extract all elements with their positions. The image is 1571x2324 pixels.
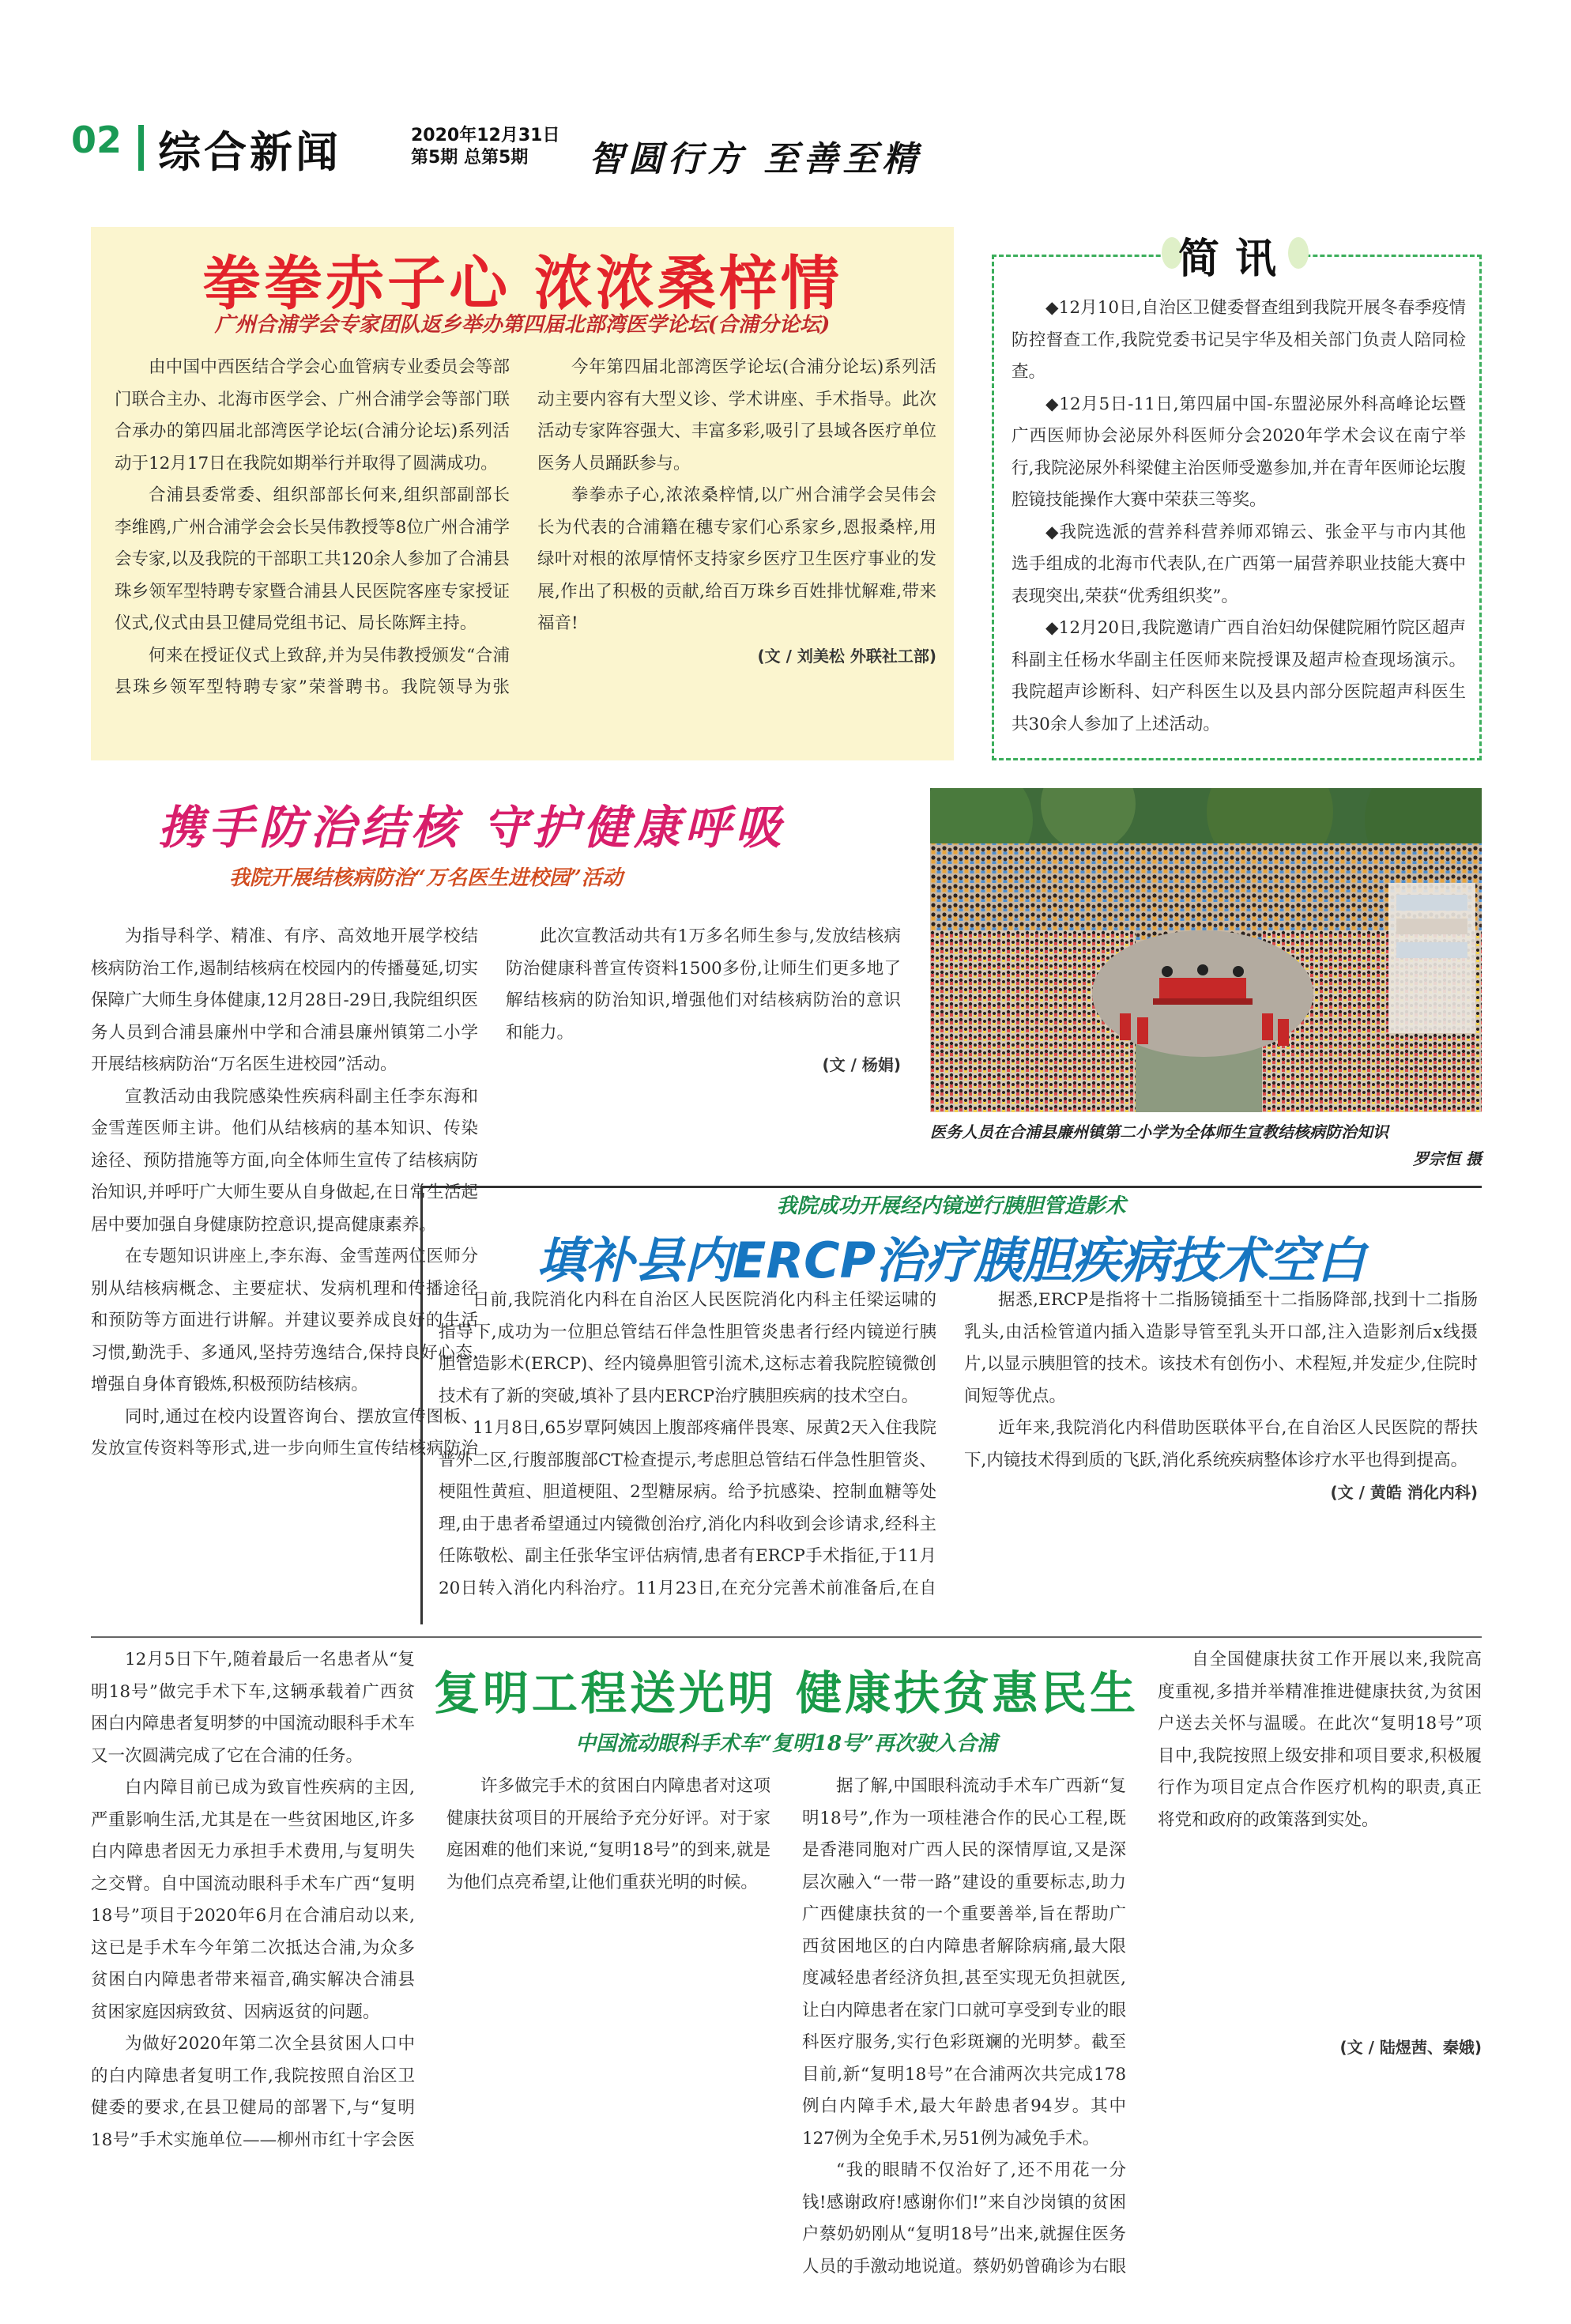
article2-title: 携手防治结核 守护健康呼吸 <box>158 801 786 855</box>
article4-column-2 <box>446 1771 770 2213</box>
article4-paragraph: 白内障目前已成为致盲性疾病的主因,严重影响生活,尤其是在一些贫困地区,许多白内障患者因无力承担手术费用,与复明失之交臂。自中国流动眼科手术车广西“复明18号”项目于2020年6月在合浦启动以来,这已是手术车今年第二次抵达合浦,为众多贫困白内障患者带来福音,确实解决合浦县贫困家庭因病致贫、因病返贫的问题。 <box>91 1778 415 2022</box>
article1-column-2 <box>537 352 936 672</box>
article3-title: 填补县内ERCP治疗胰胆疾病技术空白 <box>536 1232 1366 1289</box>
article1-paragraph: 今年第四届北部湾医学论坛(合浦分论坛)系列活动主要内容有大型义诊、学术讲座、手术指导。此次活动专家阵容强大、丰富多彩,吸引了县域各医疗单位医务人员踊跃参与。 <box>537 357 936 473</box>
article4-title: 复明工程送光明 健康扶贫惠民生 <box>433 1666 1140 1720</box>
article4-paragraph: 许多做完手术的贫困白内障患者对这项健康扶贫项目的开展给予充分好评。对于家庭困难的他们来说,“复明18号”的到来,就是为他们点亮希望,让他们重获光明的时候。 <box>446 1776 770 1892</box>
crowd-scene-image <box>930 788 1482 1112</box>
article3-paragraph: 近年来,我院消化内科借助医联体平台,在自治区人民医院的帮扶下,内镜技术得到质的飞跃,消化系统疾病整体诊疗水平也得到提高。 <box>964 1418 1478 1470</box>
article3-subtitle: 我院成功开展经内镜逆行胰胆管造影术 <box>776 1194 1126 1218</box>
header-slogan: 智圆行方 至善至精 <box>589 139 922 179</box>
article3-paragraph: 11月8日,65岁覃阿姨因上腹部疼痛伴畏寒、尿黄2天入住我院普外二区,行腹部腹部CT检查提示,考虑胆总管结石伴急性胆管炎、梗阻性黄疸、胆道梗阻、2型糖尿病。给予抗感染、控制血糖等处理,由于患者希望通过内镜微创治疗,消化内科收到会诊请求,经科主任陈敬松、副主任张华宝评估病情,患者有ERCP手术指征,于11月20日转入消化内科治疗。11月23日,在充分完善术前准备后,在自 <box>439 1418 936 1598</box>
article4-subtitle: 中国流动眼科手术车“复明18号”再次驶入合浦 <box>575 1732 998 1756</box>
section-title: 综合新闻 <box>158 126 341 177</box>
article2-paragraph: 为指导科学、精准、有序、高效地开展学校结核病防治工作,遏制结核病在校园内的传播蔓延,切实保障广大师生身体健康,12月28日-29日,我院组织医务人员到合浦县廉州中学和合浦县廉州镇第二小学开展结核病防治“万名医生进校园”活动。 <box>91 926 479 1074</box>
article4-paragraph: 据了解,中国眼科流动手术车广西新“复明18号”,作为一项桂港合作的民心工程,既是香港同胞对广西人民的深情厚谊,又是深层次融入“一带一路”建设的重要标志,助力广西健康扶贫的一个重要善举,旨在帮助广西贫困地区的白内障患者解除病痛,最大限度减轻患者经济负担,甚至实现无负担就医,让白内障患者在家门口就可享受到专业的眼科医疗服务,实行色彩斑斓的光明梦。截至目前,新“复明18号”在合浦两次共完成178例白内障手术,最大年龄患者94岁。其中127例为全免手术,另51例为减免手术。 <box>802 1776 1126 2149</box>
page-number: 02 <box>71 119 122 161</box>
article1-column-1 <box>115 352 510 705</box>
photo-caption-text: 医务人员在合浦县廉州镇第二小学为全体师生宣教结核病防治知识 <box>930 1122 1388 1141</box>
article4-paragraph: “我的眼睛不仅治好了,还不用花一分钱!感谢政府!感谢你们!”来自沙岗镇的贫困户蔡奶奶刚从“复明18号”出来,就握住医务人员的手激动地说道。蔡奶奶曾确诊为右眼 <box>802 2160 1126 2277</box>
article4-paragraph: 自全国健康扶贫工作开展以来,我院高度重视,多措并举精准推进健康扶贫,为贫困户送去关怀与温暖。在此次“复明18号”项目中,我院按照上级安排和项目要求,积极履行作为项目定点合作医疗机构的职责,真正将党和政府的政策落到实处。 <box>1158 1650 1482 1830</box>
article3-paragraph: 日前,我院消化内科在自治区人民医院消化内科主任梁运啸的指导下,成功为一位胆总管结石伴急性胆管炎患者行经内镜逆行胰胆管造影术(ERCP)、经内镜鼻胆管引流术,这标志着我院腔镜微创技术有了新的突破,填补了县内ERCP治疗胰胆疾病的技术空白。 <box>439 1290 936 1406</box>
article1-paragraph: 由中国中西医结合学会心血管病专业委员会等部门联合主办、北海市医学会、广州合浦学会等部门联合承办的第四届北部湾医学论坛(合浦分论坛)系列活动于12月17日在我院如期举行并取得了圆满成功。 <box>115 357 510 473</box>
article2-credit: (文 / 杨娟) <box>822 1055 901 1074</box>
article2-paragraph: 同时,通过在校内设置咨询台、摆放宣传图板、发放宣传资料等形式,进一步向师生宣传结核病防治 <box>91 1406 478 1458</box>
article1-paragraph: 拳拳赤子心,浓浓桑梓情,以广州合浦学会吴伟会长为代表的合浦籍在穗专家们心系家乡,恩报桑梓,用绿叶对根的浓厚情怀支持家乡医疗卫生医疗事业的发展,作出了积极的贡献,给百万珠乡百姓排忧解难,带来福音! <box>537 485 936 633</box>
issue-date: 2020年12月31日 <box>411 126 560 145</box>
article1-subtitle: 广州合浦学会专家团队返乡举办第四届北部湾医学论坛(合浦分论坛) <box>214 313 831 337</box>
schoolyard-photo <box>930 788 1482 1112</box>
article4-credit: (文 / 陆煜茜、秦娥) <box>1339 2038 1482 2057</box>
article1-credit: (文 / 刘美松 外联社工部) <box>757 646 936 666</box>
article4-paragraph: 12月5日下午,随着最后一名患者从“复明18号”做完手术下车,这辆承载着广西贫困白内障患者复明梦的中国流动眼科手术车又一次圆满完成了它在合浦的任务。 <box>91 1650 415 1766</box>
issue-number: 第5期 总第5期 <box>411 148 529 168</box>
article2-column-2 <box>506 921 901 1081</box>
brief-news-list <box>1012 292 1466 741</box>
brief-news-item: ◆12月20日,我院邀请广西自治妇幼保健院厢竹院区超声科副主任杨水华副主任医师来院授课及超声检查现场演示。我院超声诊断科、妇产科医生以及县内部分医院超声科医生共30余人参加了上述活动。 <box>1012 618 1466 734</box>
article4-column-1 <box>91 1644 415 2155</box>
issue-info <box>411 125 559 169</box>
article4-paragraph: 为做好2020年第二次全县贫困人口中的白内障患者复明工作,我院按照自治区卫健委的要求,在县卫健局的部署下,与“复明18号”手术实施单位——柳州市红十字会医 <box>91 2034 415 2150</box>
brief-news-item: ◆我院选派的营养科营养师邓锦云、张金平与市内其他选手组成的北海市代表队,在广西第一届营养职业技能大赛中表现突出,荣获“优秀组织奖”。 <box>1012 522 1466 606</box>
article1-paragraph: 合浦县委常委、组织部部长何来,组织部副部长李维鸥,广州合浦学会会长吴伟教授等8位广州合浦学会专家,以及我院的干部职工共120余人参加了合浦县珠乡领军型特聘专家暨合浦县人民医院客座专家授证仪式,仪式由县卫健局党组书记、局长陈辉主持。 <box>115 485 510 633</box>
article1-paragraph: 何来在授证仪式上致辞,并为吴伟教授颁发“合浦县珠乡领军型特聘专家”荣誉聘书。我院领导为张 <box>115 645 510 697</box>
brief-news-item: ◆12月10日,自治区卫健委督查组到我院开展冬春季疫情防控督查工作,我院党委书记吴宇华及相关部门负责人陪同检查。 <box>1012 298 1466 382</box>
photo-credit: 罗宗恒 摄 <box>1413 1149 1482 1168</box>
brief-news-title: 简讯 <box>1177 235 1292 283</box>
article2-paragraph: 宣教活动由我院感染性疾病科副主任李东海和金雪莲医师主讲。他们从结核病的基本知识、传染途径、预防措施等方面,向全体师生宣传了结核病防治知识,并呼吁广大师生要从自身做起,在日常生活起居中要加强自身健康防控意识,提高健康素养。 <box>91 1086 478 1235</box>
article2-subtitle: 我院开展结核病防治“万名医生进校园”活动 <box>229 866 623 890</box>
brief-news-item: ◆12月5日-11日,第四届中国-东盟泌尿外科高峰论坛暨广西医师协会泌尿外科医师分会2020年学术会议在南宁举行,我院泌尿外科梁健主治医师受邀参加,并在青年医师论坛腹腔镜技能操作大赛中荣获三等奖。 <box>1012 394 1466 510</box>
article4-column-3 <box>802 1771 1126 2281</box>
article3-credit: (文 / 黄皓 消化内科) <box>1330 1483 1478 1502</box>
article3-paragraph: 据悉,ERCP是指将十二指肠镜插至十二指肠降部,找到十二指肠乳头,由活检管道内插入造影导管至乳头开口部,注入造影剂后x线摄片,以显示胰胆管的技术。该技术有创伤小、术程短,并发症少,住院时间短等优点。 <box>964 1290 1478 1406</box>
article4-column-4 <box>1158 1644 1482 2063</box>
header-divider <box>138 125 144 171</box>
article3-column-1 <box>439 1285 936 1605</box>
photo-caption <box>930 1119 1482 1172</box>
article2-paragraph: 此次宣教活动共有1万多名师生参与,发放结核病防治健康科普宣传资料1500多份,让师生们更多地了解结核病的防治知识,增强他们对结核病防治的意识和能力。 <box>506 926 901 1043</box>
section-divider <box>91 1636 1482 1638</box>
article2-paragraph: 在专题知识讲座上,李东海、金雪莲两位医师分别从结核病概念、主要症状、发病机理和传播途径和预防等方面进行讲解。并建议要养成良好的生活习惯,勤洗手、多通风,坚持劳逸结合,保持良好心态,增强自身体育锻炼,积极预防结核病。 <box>91 1247 478 1394</box>
article1-title: 拳拳赤子心 浓浓桑梓情 <box>202 250 842 318</box>
article3-column-2 <box>964 1285 1478 1508</box>
